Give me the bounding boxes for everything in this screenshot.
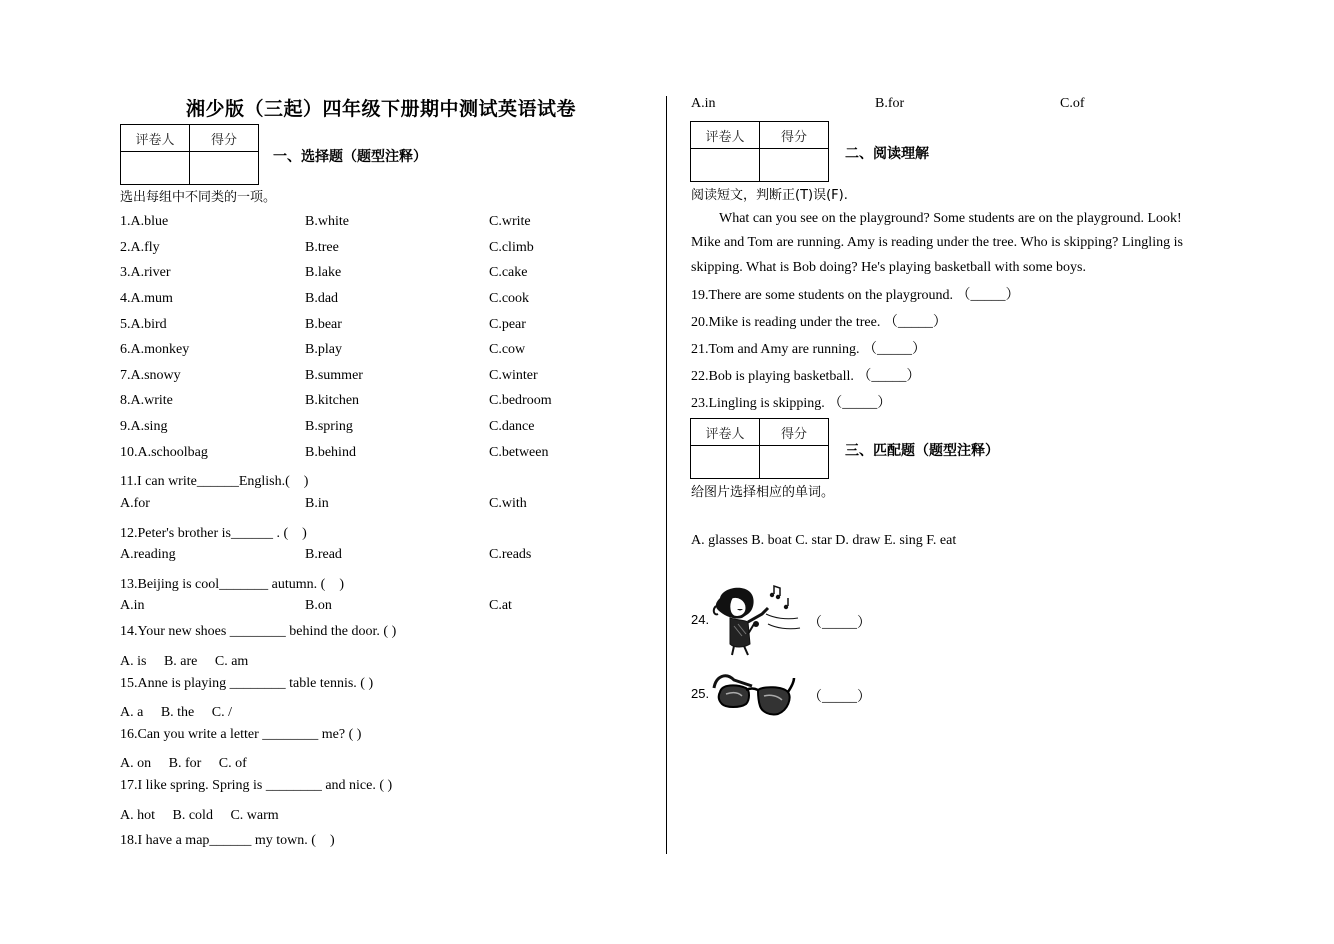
answer-blank-24[interactable]: （_____）: [808, 616, 871, 631]
question-16-options: [120, 752, 560, 772]
score-label: 得分: [190, 125, 259, 152]
score-cell[interactable]: [190, 152, 259, 185]
grader-label: 评卷人: [121, 125, 190, 152]
grader-cell[interactable]: [691, 149, 760, 182]
option-a: 6.A.monkey: [120, 342, 190, 357]
question-21: 21.Tom and Amy are running. （_____）: [691, 342, 927, 357]
question-text: 18.I have a map______ my town. ( ): [120, 833, 335, 848]
glasses-picture: [712, 670, 796, 720]
option-c: C.between: [489, 445, 549, 460]
question-text: 15.Anne is playing ________ table tennis. ( ): [120, 676, 374, 691]
choice-row-6: [120, 342, 560, 362]
choice-row-2: [120, 240, 560, 260]
option-c: C.cook: [489, 291, 530, 306]
option-a: A.for: [120, 496, 150, 511]
question-11: [120, 470, 560, 490]
option-a: 1.A.blue: [120, 214, 169, 229]
question-23: 23.Lingling is skipping. （_____）: [691, 396, 892, 411]
option-c: C.cow: [489, 342, 526, 357]
question-18: [120, 829, 560, 849]
option-c: C.at: [489, 598, 512, 613]
option-a: 9.A.sing: [120, 419, 168, 434]
page-title: 湘少版（三起）四年级下册期中测试英语试卷: [185, 98, 576, 120]
choice-row-8: [120, 393, 560, 413]
option-a: 7.A.snowy: [120, 368, 181, 383]
score-table-1: [120, 124, 259, 185]
grader-cell[interactable]: [121, 152, 190, 185]
options-text: A. on B. for C. of: [120, 756, 247, 771]
option-b: B.read: [305, 547, 342, 562]
option-b: B.white: [305, 214, 349, 229]
option-b: B.summer: [305, 368, 363, 383]
option-c: C.pear: [489, 317, 526, 332]
score-cell[interactable]: [760, 149, 829, 182]
option-c: C.with: [489, 496, 527, 511]
question-11-options: [120, 496, 560, 516]
question-12: [120, 522, 560, 542]
option-c: C.dance: [489, 419, 535, 434]
q18-option-a: A.in: [691, 96, 716, 111]
grader-label: 评卷人: [691, 122, 760, 149]
option-a: 3.A.river: [120, 265, 171, 280]
question-text: 14.Your new shoes ________ behind the door. ( ): [120, 624, 397, 639]
section2-instruction: 阅读短文，判断正(T)误(F).: [691, 188, 848, 203]
score-cell[interactable]: [760, 446, 829, 479]
answer-blank-25[interactable]: （_____）: [808, 690, 871, 705]
score-table-3: [690, 418, 829, 479]
option-b: B.in: [305, 496, 329, 511]
option-a: 5.A.bird: [120, 317, 167, 332]
question-16: [120, 727, 560, 747]
question-text: 16.Can you write a letter ________ me? ( ): [120, 727, 362, 742]
matching-options: A. glasses B. boat C. star D. draw E. sing F. eat: [691, 533, 957, 548]
section2-heading: 二、阅读理解: [845, 146, 929, 162]
option-b: B.on: [305, 598, 332, 613]
question-15-options: [120, 701, 560, 721]
option-b: B.behind: [305, 445, 356, 460]
column-divider: [666, 96, 667, 854]
singing-girl-picture: [712, 584, 802, 656]
score-label: 得分: [760, 419, 829, 446]
choice-row-1: [120, 214, 560, 234]
q18-option-b: B.for: [875, 96, 905, 111]
question-text: 13.Beijing is cool_______ autumn. ( ): [120, 577, 344, 592]
question-text: 17.I like spring. Spring is ________ and nice. ( ): [120, 778, 393, 793]
option-a: A.reading: [120, 547, 176, 562]
option-b: B.lake: [305, 265, 342, 280]
q18-option-c: C.of: [1060, 96, 1085, 111]
option-c: C.climb: [489, 240, 534, 255]
option-c: C.reads: [489, 547, 532, 562]
grader-label: 评卷人: [691, 419, 760, 446]
choice-row-7: [120, 368, 560, 388]
choice-row-10: [120, 445, 560, 465]
options-text: A. is B. are C. am: [120, 654, 249, 669]
choice-row-4: [120, 291, 560, 311]
option-b: B.bear: [305, 317, 342, 332]
option-b: B.play: [305, 342, 342, 357]
grader-cell[interactable]: [691, 446, 760, 479]
question-25-number: 25.: [691, 686, 710, 701]
question-13-options: [120, 598, 560, 618]
question-13: [120, 573, 560, 593]
question-14-options: [120, 650, 560, 670]
reading-passage: What can you see on the playground? Some students are on the playground. Look! Mike and Tom are running. Amy is reading under the tree. Who is skipping? Lingling is skipping. What is Bob doing? He's playing basketball with some boys.: [691, 211, 1183, 275]
option-b: B.kitchen: [305, 393, 360, 408]
option-b: B.spring: [305, 419, 353, 434]
section1-instruction: 选出每组中不同类的一项。: [120, 190, 277, 205]
question-17-options: [120, 804, 560, 824]
question-14: [120, 624, 560, 644]
option-a: 2.A.fly: [120, 240, 160, 255]
section3-instruction: 给图片选择相应的单词。: [691, 485, 835, 500]
option-c: C.cake: [489, 265, 528, 280]
option-c: C.bedroom: [489, 393, 552, 408]
section1-heading: 一、选择题（题型注释）: [273, 149, 427, 165]
choice-row-9: [120, 419, 560, 439]
question-22: 22.Bob is playing basketball. （_____）: [691, 369, 921, 384]
option-c: C.write: [489, 214, 531, 229]
score-label: 得分: [760, 122, 829, 149]
score-table-2: [690, 121, 829, 182]
options-text: A. hot B. cold C. warm: [120, 808, 279, 823]
question-20: 20.Mike is reading under the tree. （_____）: [691, 315, 947, 330]
choice-row-3: [120, 265, 560, 285]
question-text: 11.I can write______English.( ): [120, 474, 309, 489]
option-b: B.tree: [305, 240, 339, 255]
option-c: C.winter: [489, 368, 538, 383]
question-12-options: [120, 547, 560, 567]
section3-heading: 三、匹配题（题型注释）: [845, 443, 999, 459]
option-a: 4.A.mum: [120, 291, 173, 306]
question-19: 19.There are some students on the playground. （_____）: [691, 288, 1020, 303]
option-b: B.dad: [305, 291, 339, 306]
choice-row-5: [120, 317, 560, 337]
question-15: [120, 676, 560, 696]
question-text: 12.Peter's brother is______ . ( ): [120, 526, 307, 541]
option-a: 10.A.schoolbag: [120, 445, 208, 460]
option-a: 8.A.write: [120, 393, 173, 408]
question-24-number: 24.: [691, 612, 710, 627]
question-17: [120, 778, 560, 798]
option-a: A.in: [120, 598, 145, 613]
options-text: A. a B. the C. /: [120, 705, 232, 720]
